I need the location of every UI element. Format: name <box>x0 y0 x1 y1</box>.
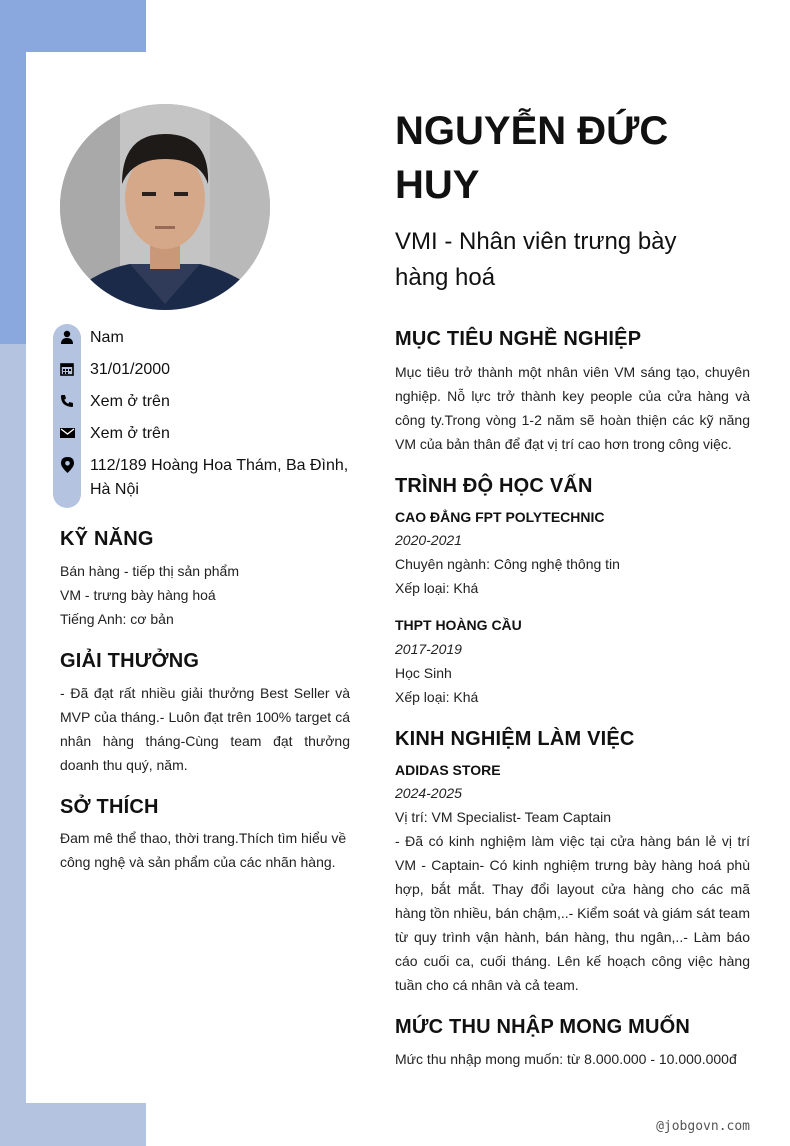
location-icon <box>58 456 76 474</box>
hobbies-text: Đam mê thể thao, thời trang.Thích tìm hiểu về công nghệ và sản phẩm của các nhãn hàng. <box>60 830 347 870</box>
avatar <box>60 104 270 310</box>
contact-email <box>58 422 360 446</box>
contact-gender <box>58 326 360 350</box>
skill-item: Bán hàng - tiếp thị sản phẩm <box>60 563 240 579</box>
skill-item: Tiếng Anh: cơ bản <box>60 611 174 627</box>
email-value: Xem ở trên <box>90 425 170 442</box>
person-icon <box>58 328 76 346</box>
school-detail: Chuyên ngành: Công nghệ thông tin <box>395 556 620 572</box>
candidate-role: VMI - Nhân viên trưng bày hàng hoá <box>395 228 677 291</box>
phone-icon <box>58 392 76 410</box>
objective-title: MỤC TIÊU NGHỀ NGHIỆP <box>395 328 642 350</box>
footer-watermark: @jobgovn.com <box>656 1119 750 1134</box>
phone-value: Xem ở trên <box>90 393 170 410</box>
school-grade: Xếp loại: Khá <box>395 689 479 705</box>
contact-phone <box>58 390 360 414</box>
experience-text: - Đã có kinh nghiệm làm việc tại cửa hàng bán lẻ vị trí VM - Captain- Có kinh nghiệm trưng bày hàng hoá phù hợp, bắt mắt. Thay đổi layout cửa hàng cho các mã hàng tồn nhiều, bán chậm,..- Kiểm soát và giám sát team từ quy trình vận hành, bán hàng, thu ngân,..- Làm báo cáo cuối ca, cuối tháng. Lên kế hoạch công việc hàng tuần cho cá nhân và cả team. <box>395 833 750 993</box>
objective-text: Mục tiêu trở thành một nhân viên VM sáng tạo, chuyên nghiệp. Nỗ lực trở thành key people của cửa hàng và công ty.Trong vòng 1-2 năm sẽ hoàn thiện các kỹ năng VM của bản thân để đạt vị trí cao hơn trong công việc. <box>395 364 750 452</box>
skill-item: VM - trưng bày hàng hoá <box>60 587 216 603</box>
school-name: THPT HOÀNG CẦU <box>395 617 522 633</box>
profile-photo <box>60 104 270 310</box>
birthday-value: 31/01/2000 <box>90 361 171 378</box>
school-grade: Xếp loại: Khá <box>395 580 479 596</box>
school-period: 2017-2019 <box>395 641 462 657</box>
school-name: CAO ĐẲNG FPT POLYTECHNIC <box>395 509 605 525</box>
contact-birthday <box>58 358 360 382</box>
awards-title: GIẢI THƯỞNG <box>60 650 200 672</box>
school-period: 2020-2021 <box>395 532 462 548</box>
experience-position: Vị trí: VM Specialist- Team Captain <box>395 809 612 825</box>
awards-text: - Đã đạt rất nhiều giải thưởng Best Seller và MVP của tháng.- Luôn đạt trên 100% target cá nhân hàng tháng-Cùng team đạt thưởng doanh thu quý, năm. <box>60 685 350 773</box>
education-title: TRÌNH ĐỘ HỌC VẤN <box>395 475 593 497</box>
calendar-icon <box>58 360 76 378</box>
candidate-name: NGUYỄN ĐỨC HUY <box>395 109 669 207</box>
company-name: ADIDAS STORE <box>395 762 501 778</box>
salary-text: Mức thu nhập mong muốn: từ 8.000.000 - 10.000.000đ <box>395 1051 737 1067</box>
experience-title: KINH NGHIỆM LÀM VIỆC <box>395 728 635 750</box>
school-detail: Học Sinh <box>395 665 452 681</box>
skills-title: KỸ NĂNG <box>60 528 154 550</box>
contact-address <box>58 454 360 502</box>
email-icon <box>58 424 76 442</box>
address-value: 112/189 Hoàng Hoa Thám, Ba Đình, Hà Nội <box>90 457 349 498</box>
hobbies-title: SỞ THÍCH <box>60 796 159 818</box>
salary-title: MỨC THU NHẬP MONG MUỐN <box>395 1016 691 1038</box>
gender-value: Nam <box>90 329 124 346</box>
experience-period: 2024-2025 <box>395 785 462 801</box>
